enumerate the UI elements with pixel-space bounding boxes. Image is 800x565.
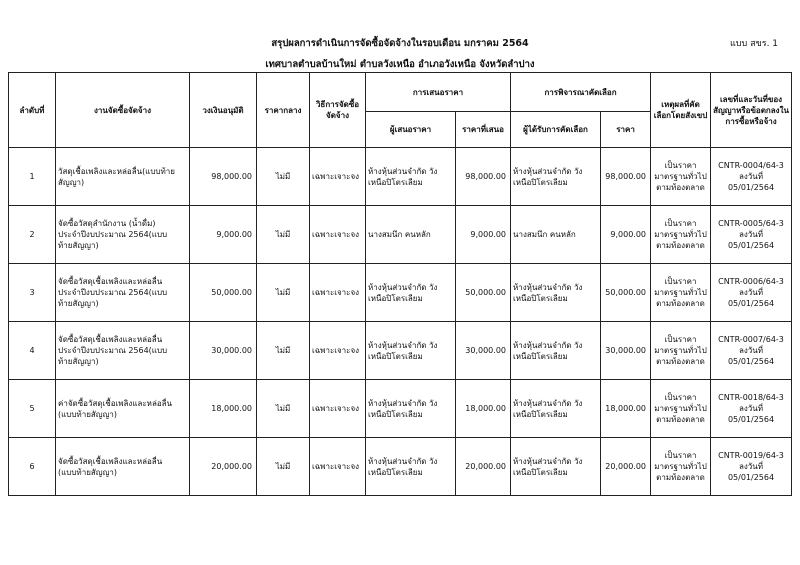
table-row — [9, 148, 792, 206]
report-title: สรุปผลการดำเนินการจัดซื้อจัดจ้างในรอบเดือน มกราคม 2564 — [271, 38, 529, 49]
cell-item: จัดซื้อวัสดุสำนักงาน (น้ำดื่ม) ประจำปีงบประมาณ 2564(แบบ ท้ายสัญญา) — [56, 206, 190, 264]
cell-price: 18,000.00 — [601, 380, 651, 438]
table-row — [9, 380, 792, 438]
cell-bidder: ห้างหุ้นส่วนจำกัด วัง เหนือปิโตรเลียม — [366, 264, 456, 322]
cell-method: เฉพาะเจาะจง — [310, 206, 366, 264]
cell-median: ไม่มี — [257, 148, 310, 206]
cell-reason: เป็นราคา มาตรฐานทั่วไป ตามท้องตลาด — [651, 264, 711, 322]
col-price: ราคา — [601, 112, 651, 148]
cell-median: ไม่มี — [257, 438, 310, 496]
table-row — [9, 206, 792, 264]
cell-contract: CNTR-0019/64-3 ลงวันที่ 05/01/2564 — [711, 438, 792, 496]
cell-item: วัสดุเชื้อเพลิงและหล่อลื่น(แบบท้าย สัญญา) — [56, 148, 190, 206]
cell-offer: 18,000.00 — [456, 380, 511, 438]
cell-budget: 30,000.00 — [190, 322, 257, 380]
cell-method: เฉพาะเจาะจง — [310, 322, 366, 380]
cell-contract: CNTR-0005/64-3 ลงวันที่ 05/01/2564 — [711, 206, 792, 264]
table-row — [9, 438, 792, 496]
col-select-group: การพิจารณาคัดเลือก — [511, 73, 651, 112]
cell-no: 5 — [9, 380, 56, 438]
cell-bidder: ห้างหุ้นส่วนจำกัด วัง เหนือปิโตรเลียม — [366, 380, 456, 438]
cell-median: ไม่มี — [257, 206, 310, 264]
cell-offer: 20,000.00 — [456, 438, 511, 496]
cell-winner: ห้างหุ้นส่วนจำกัด วัง เหนือปิโตรเลียม — [511, 322, 601, 380]
col-item: งานจัดซื้อจัดจ้าง — [56, 73, 190, 148]
col-seq: ลำดับที่ — [9, 73, 56, 148]
cell-median: ไม่มี — [257, 322, 310, 380]
col-contract: เลขที่และวันที่ของสัญญาหรือข้อตกลงในการซื้อหรือจ้าง — [711, 73, 792, 148]
col-offer-price: ราคาที่เสนอ — [456, 112, 511, 148]
cell-offer: 98,000.00 — [456, 148, 511, 206]
cell-item: จัดซื้อวัสดุเชื้อเพลิงและหล่อลื่น ประจำปีงบประมาณ 2564(แบบ ท้ายสัญญา) — [56, 264, 190, 322]
cell-contract: CNTR-0007/64-3 ลงวันที่ 05/01/2564 — [711, 322, 792, 380]
cell-winner: นางสมนึก คนหลัก — [511, 206, 601, 264]
cell-winner: ห้างหุ้นส่วนจำกัด วัง เหนือปิโตรเลียม — [511, 148, 601, 206]
cell-price: 50,000.00 — [601, 264, 651, 322]
cell-winner: ห้างหุ้นส่วนจำกัด วัง เหนือปิโตรเลียม — [511, 438, 601, 496]
cell-median: ไม่มี — [257, 264, 310, 322]
cell-method: เฉพาะเจาะจง — [310, 264, 366, 322]
cell-price: 98,000.00 — [601, 148, 651, 206]
table-row — [9, 264, 792, 322]
cell-offer: 30,000.00 — [456, 322, 511, 380]
cell-price: 30,000.00 — [601, 322, 651, 380]
cell-price: 9,000.00 — [601, 206, 651, 264]
cell-bidder: ห้างหุ้นส่วนจำกัด วัง เหนือปิโตรเลียม — [366, 438, 456, 496]
cell-item: ค่าจัดซื้อวัสดุเชื้อเพลิงและหล่อลื่น (แบบท้ายสัญญา) — [56, 380, 190, 438]
col-winner: ผู้ได้รับการคัดเลือก — [511, 112, 601, 148]
cell-bidder: ห้างหุ้นส่วนจำกัด วัง เหนือปิโตรเลียม — [366, 148, 456, 206]
cell-budget: 50,000.00 — [190, 264, 257, 322]
col-reason: เหตุผลที่คัดเลือกโดยสังเขป — [651, 73, 711, 148]
col-median: ราคากลาง — [257, 73, 310, 148]
col-offer-group: การเสนอราคา — [366, 73, 511, 112]
cell-price: 20,000.00 — [601, 438, 651, 496]
report-subtitle: เทศบาลตำบลบ้านใหม่ ตำบลวังเหนือ อำเภอวังเหนือ จังหวัดลำปาง — [265, 59, 535, 70]
cell-reason: เป็นราคา มาตรฐานทั่วไป ตามท้องตลาด — [651, 438, 711, 496]
cell-contract: CNTR-0004/64-3 ลงวันที่ 05/01/2564 — [711, 148, 792, 206]
procurement-table — [8, 72, 792, 496]
cell-median: ไม่มี — [257, 380, 310, 438]
cell-contract: CNTR-0018/64-3 ลงวันที่ 05/01/2564 — [711, 380, 792, 438]
cell-winner: ห้างหุ้นส่วนจำกัด วัง เหนือปิโตรเลียม — [511, 380, 601, 438]
cell-reason: เป็นราคา มาตรฐานทั่วไป ตามท้องตลาด — [651, 206, 711, 264]
col-method: วิธีการจัดซื้อจัดจ้าง — [310, 73, 366, 148]
cell-bidder: นางสมนึก คนหลัก — [366, 206, 456, 264]
cell-budget: 18,000.00 — [190, 380, 257, 438]
col-budget: วงเงินอนุมัติ — [190, 73, 257, 148]
cell-method: เฉพาะเจาะจง — [310, 380, 366, 438]
table-row — [9, 322, 792, 380]
cell-no: 1 — [9, 148, 56, 206]
cell-bidder: ห้างหุ้นส่วนจำกัด วัง เหนือปิโตรเลียม — [366, 322, 456, 380]
cell-offer: 9,000.00 — [456, 206, 511, 264]
cell-budget: 98,000.00 — [190, 148, 257, 206]
cell-item: จัดซื้อวัสดุเชื้อเพลิงและหล่อลื่น (แบบท้ายสัญญา) — [56, 438, 190, 496]
cell-reason: เป็นราคา มาตรฐานทั่วไป ตามท้องตลาด — [651, 148, 711, 206]
col-bidder: ผู้เสนอราคา — [366, 112, 456, 148]
cell-method: เฉพาะเจาะจง — [310, 148, 366, 206]
cell-budget: 20,000.00 — [190, 438, 257, 496]
cell-winner: ห้างหุ้นส่วนจำกัด วัง เหนือปิโตรเลียม — [511, 264, 601, 322]
cell-item: จัดซื้อวัสดุเชื้อเพลิงและหล่อลื่น ประจำปีงบประมาณ 2564(แบบ ท้ายสัญญา) — [56, 322, 190, 380]
cell-contract: CNTR-0006/64-3 ลงวันที่ 05/01/2564 — [711, 264, 792, 322]
cell-no: 3 — [9, 264, 56, 322]
cell-no: 4 — [9, 322, 56, 380]
cell-no: 6 — [9, 438, 56, 496]
cell-offer: 50,000.00 — [456, 264, 511, 322]
cell-budget: 9,000.00 — [190, 206, 257, 264]
cell-reason: เป็นราคา มาตรฐานทั่วไป ตามท้องตลาด — [651, 380, 711, 438]
cell-method: เฉพาะเจาะจง — [310, 438, 366, 496]
form-number: แบบ สขร. 1 — [730, 39, 779, 49]
cell-no: 2 — [9, 206, 56, 264]
cell-reason: เป็นราคา มาตรฐานทั่วไป ตามท้องตลาด — [651, 322, 711, 380]
